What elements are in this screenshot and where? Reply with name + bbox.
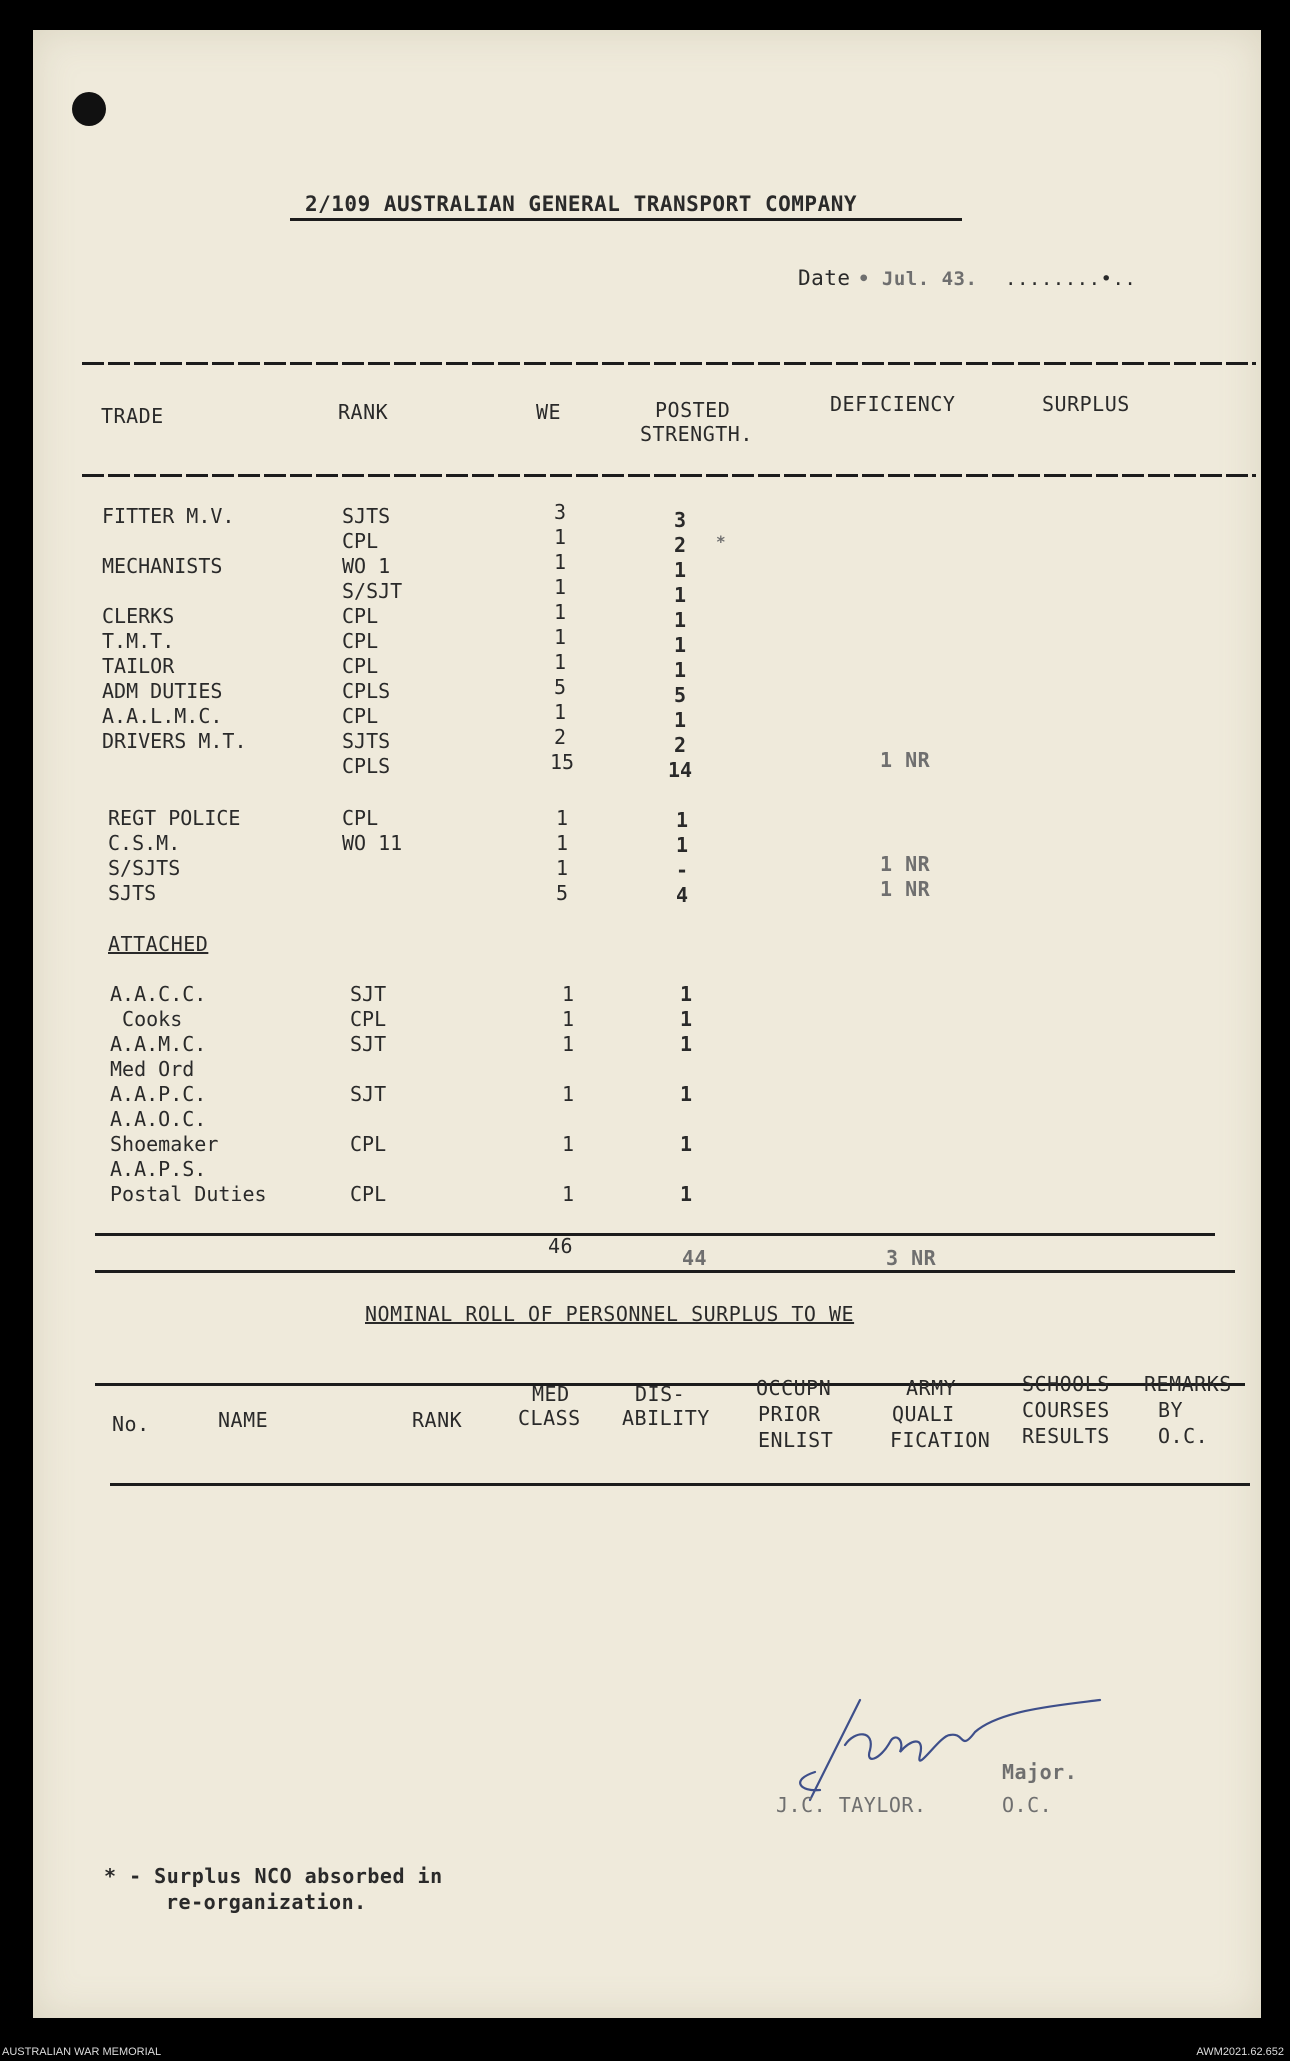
list-item: 1 — [673, 708, 687, 732]
list-item: SJTS — [108, 881, 157, 905]
roll-header-class: CLASS — [518, 1406, 581, 1430]
header-rank: RANK — [338, 400, 389, 424]
attached-rank-column — [350, 982, 386, 1207]
signatory-name: J.C. TAYLOR. — [776, 1793, 927, 1817]
list-item: 1 — [555, 806, 569, 830]
trade-column — [102, 504, 247, 779]
footnote-line-1: * - Surplus NCO absorbed in — [104, 1864, 443, 1888]
list-item — [674, 1157, 698, 1182]
roll-header-army: ARMY — [906, 1376, 957, 1400]
roll-header-remarks: REMARKS — [1144, 1372, 1232, 1396]
header-top-rule — [82, 362, 1256, 365]
total-posted: 44 — [682, 1246, 708, 1270]
totals-top-rule — [95, 1233, 1215, 1236]
list-item: 1 — [553, 575, 567, 599]
list-item: CPL — [350, 1132, 387, 1156]
rank-column-2 — [342, 806, 402, 906]
roll-header-ability: ABILITY — [622, 1406, 710, 1430]
list-item: 1 — [555, 831, 569, 855]
list-item: 3 — [553, 500, 567, 524]
roll-header-by: BY — [1158, 1398, 1184, 1422]
handwritten-signature — [760, 1680, 1110, 1810]
header-surplus: SURPLUS — [1042, 392, 1130, 416]
roll-header-name: NAME — [218, 1408, 269, 1432]
list-item: CPL — [342, 806, 379, 830]
list-item: S/SJT — [342, 579, 403, 603]
roll-header-dis: DIS- — [635, 1382, 686, 1406]
list-item — [342, 856, 402, 881]
deficiency-drivers: 1 NR — [880, 748, 931, 772]
list-item: 3 — [673, 508, 687, 532]
we-column — [550, 500, 575, 775]
list-item: 1 — [679, 1032, 693, 1056]
list-item: CPL — [350, 1182, 387, 1206]
list-item: ADM DUTIES — [102, 679, 223, 703]
attached-heading: ATTACHED — [108, 932, 209, 956]
list-item: CPL — [342, 604, 379, 628]
list-item: 2 — [673, 533, 687, 557]
list-item: 1 — [561, 982, 575, 1006]
archive-credit: AUSTRALIAN WAR MEMORIAL — [2, 2046, 162, 2058]
list-item: 5 — [553, 675, 567, 699]
header-strength: STRENGTH. — [640, 422, 753, 446]
posted-column-2 — [670, 808, 694, 908]
list-item: A.A.C.C. — [110, 982, 207, 1006]
header-bottom-rule — [82, 474, 1256, 477]
list-item — [350, 1057, 386, 1082]
list-item: CPL — [350, 1007, 387, 1031]
trade-column-2 — [108, 806, 240, 906]
roll-header-enlist: ENLIST — [758, 1428, 834, 1452]
roll-header-courses: COURSES — [1022, 1398, 1110, 1422]
list-item: C.S.M. — [108, 831, 181, 855]
archive-id: AWM2021.62.652 — [1196, 2046, 1284, 2058]
list-item: S/SJTS — [108, 856, 181, 880]
list-item — [102, 754, 247, 779]
header-trade: TRADE — [101, 404, 164, 428]
list-item: 5 — [555, 881, 569, 905]
roll-header-results: RESULTS — [1022, 1424, 1110, 1448]
total-we: 46 — [548, 1234, 574, 1258]
list-item: 1 — [679, 1082, 693, 1106]
list-item: 1 — [561, 1007, 575, 1031]
list-item: T.M.T. — [102, 629, 175, 653]
header-posted: POSTED — [655, 398, 731, 422]
list-item — [342, 881, 402, 906]
list-item: CPLS — [342, 679, 391, 703]
list-item: 1 — [561, 1082, 575, 1106]
list-item: - — [675, 858, 689, 882]
deficiency-sjts: 1 NR — [880, 877, 931, 901]
list-item: A.A.O.C. — [110, 1107, 207, 1131]
list-item: A.A.P.C. — [110, 1082, 207, 1106]
list-item — [102, 529, 247, 554]
list-item — [558, 1057, 578, 1082]
total-deficiency: 3 NR — [886, 1246, 937, 1270]
posted-column — [668, 508, 692, 783]
list-item — [102, 579, 247, 604]
signatory-role: O.C. — [1002, 1793, 1053, 1817]
list-item: 1 — [679, 982, 693, 1006]
deficiency-s-sjts: 1 NR — [880, 852, 931, 876]
roll-header-oc: O.C. — [1158, 1424, 1209, 1448]
list-item: 1 — [561, 1132, 575, 1156]
list-item: 2 — [553, 725, 567, 749]
nominal-roll-title: NOMINAL ROLL OF PERSONNEL SURPLUS TO WE — [365, 1302, 855, 1326]
rank-column — [342, 504, 402, 779]
list-item: 2 — [673, 733, 687, 757]
header-we: WE — [536, 400, 562, 424]
list-item: SJTS — [342, 729, 391, 753]
roll-header-prior: PRIOR — [758, 1402, 821, 1426]
list-item: CPLS — [342, 754, 391, 778]
date-dots: ........•.. — [1005, 268, 1137, 290]
list-item: 1 — [553, 650, 567, 674]
list-item: SJT — [350, 982, 387, 1006]
surplus-asterisk: * — [716, 532, 727, 551]
list-item: 1 — [679, 1007, 693, 1031]
punch-hole — [72, 92, 106, 126]
list-item: REGT POLICE — [108, 806, 241, 830]
header-deficiency: DEFICIENCY — [830, 392, 956, 416]
list-item: 5 — [673, 683, 687, 707]
list-item: CLERKS — [102, 604, 175, 628]
list-item: 1 — [673, 608, 687, 632]
list-item: CPL — [342, 654, 379, 678]
list-item: 1 — [553, 700, 567, 724]
list-item: 1 — [553, 550, 567, 574]
list-item: 4 — [675, 883, 689, 907]
list-item: Shoemaker — [110, 1132, 219, 1156]
list-item: Med Ord — [110, 1057, 195, 1081]
list-item — [350, 1107, 386, 1132]
list-item: 1 — [673, 658, 687, 682]
list-item: 1 — [675, 833, 689, 857]
list-item: A.A.P.S. — [110, 1157, 207, 1181]
roll-header-med: MED — [532, 1382, 570, 1406]
roll-header-rank: RANK — [412, 1408, 463, 1432]
list-item: CPL — [342, 704, 379, 728]
attached-we-column — [558, 982, 578, 1207]
list-item: 1 — [553, 525, 567, 549]
roll-header-occupn: OCCUPN — [756, 1376, 832, 1400]
list-item: Cooks — [110, 1007, 183, 1031]
attached-trade-column — [110, 982, 267, 1207]
list-item: 1 — [679, 1132, 693, 1156]
list-item: FITTER M.V. — [102, 504, 235, 528]
list-item: 1 — [679, 1182, 693, 1206]
list-item: 1 — [561, 1182, 575, 1206]
list-item: 1 — [553, 625, 567, 649]
list-item: 1 — [675, 808, 689, 832]
list-item: A.A.L.M.C. — [102, 704, 223, 728]
roll-header-schools: SCHOOLS — [1022, 1372, 1110, 1396]
list-item: CPL — [342, 629, 379, 653]
list-item — [674, 1057, 698, 1082]
list-item — [350, 1157, 386, 1182]
list-item: SJTS — [342, 504, 391, 528]
list-item: 1 — [561, 1032, 575, 1056]
list-item: WO 11 — [342, 831, 403, 855]
list-item: MECHANISTS — [102, 554, 223, 578]
list-item: A.A.M.C. — [110, 1032, 207, 1056]
footnote-line-2: re-organization. — [166, 1890, 367, 1914]
list-item: SJT — [350, 1082, 387, 1106]
list-item: 14 — [668, 758, 693, 782]
title-underline — [290, 218, 962, 221]
attached-posted-column — [674, 982, 698, 1207]
list-item: 15 — [550, 750, 575, 774]
list-item: 1 — [673, 583, 687, 607]
document-title: 2/109 AUSTRALIAN GENERAL TRANSPORT COMPANY — [305, 192, 858, 216]
date-label: Date — [798, 266, 851, 290]
list-item: 1 — [555, 856, 569, 880]
roll-header-fication: FICATION — [890, 1428, 991, 1452]
list-item: TAILOR — [102, 654, 175, 678]
date-value: • Jul. 43. — [858, 268, 978, 290]
totals-bottom-rule — [95, 1270, 1235, 1273]
list-item — [674, 1107, 698, 1132]
list-item: SJT — [350, 1032, 387, 1056]
we-column-2 — [552, 806, 572, 906]
list-item: 1 — [553, 600, 567, 624]
list-item: 1 — [673, 558, 687, 582]
list-item: 1 — [673, 633, 687, 657]
list-item: CPL — [342, 529, 379, 553]
roll-bottom-rule — [110, 1483, 1250, 1486]
signatory-rank: Major. — [1002, 1760, 1078, 1784]
roll-header-no: No. — [112, 1412, 150, 1436]
roll-header-quali: QUALI — [892, 1402, 955, 1426]
list-item: DRIVERS M.T. — [102, 729, 247, 753]
list-item — [558, 1107, 578, 1132]
list-item: Postal Duties — [110, 1182, 267, 1206]
list-item — [558, 1157, 578, 1182]
list-item: WO 1 — [342, 554, 391, 578]
